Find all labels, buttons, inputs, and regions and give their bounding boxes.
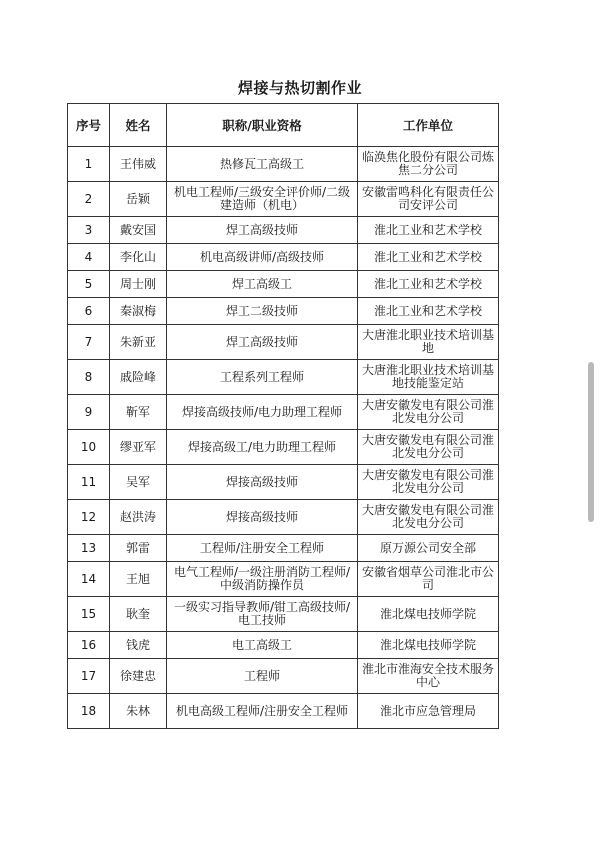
- cell-name: 王伟威: [110, 147, 167, 182]
- cell-qualification: 机电高级讲师/高级技师: [167, 244, 358, 271]
- cell-work-unit: 淮北市淮海安全技术服务中心: [358, 659, 499, 694]
- cell-serial-number: 10: [68, 430, 110, 465]
- table-row: [68, 500, 499, 535]
- table-row: [68, 430, 499, 465]
- cell-name: 秦淑梅: [110, 298, 167, 325]
- cell-name: 郭雷: [110, 535, 167, 562]
- cell-work-unit: 大唐安徽发电有限公司淮北发电分公司: [358, 395, 499, 430]
- table-row: [68, 360, 499, 395]
- cell-name: 戚险峰: [110, 360, 167, 395]
- cell-qualification: 工程师/注册安全工程师: [167, 535, 358, 562]
- cell-work-unit: 淮北市应急管理局: [358, 694, 499, 729]
- cell-qualification: 焊工二级技师: [167, 298, 358, 325]
- cell-serial-number: 6: [68, 298, 110, 325]
- table-row: [68, 694, 499, 729]
- table-row: [68, 182, 499, 217]
- table-row: [68, 244, 499, 271]
- cell-serial-number: 3: [68, 217, 110, 244]
- cell-name: 岳颖: [110, 182, 167, 217]
- cell-serial-number: 7: [68, 325, 110, 360]
- cell-serial-number: 8: [68, 360, 110, 395]
- header-qualification: 职称/职业资格: [167, 104, 358, 147]
- cell-name: 李化山: [110, 244, 167, 271]
- cell-work-unit: 淮北煤电技师学院: [358, 597, 499, 632]
- table-row: [68, 597, 499, 632]
- cell-qualification: 焊工高级工: [167, 271, 358, 298]
- header-name: 姓名: [110, 104, 167, 147]
- header-serial-number: 序号: [68, 104, 110, 147]
- cell-work-unit: 淮北工业和艺术学校: [358, 217, 499, 244]
- table-row: [68, 465, 499, 500]
- cell-serial-number: 14: [68, 562, 110, 597]
- cell-serial-number: 16: [68, 632, 110, 659]
- cell-serial-number: 17: [68, 659, 110, 694]
- cell-name: 钱虎: [110, 632, 167, 659]
- cell-work-unit: 淮北工业和艺术学校: [358, 244, 499, 271]
- cell-name: 赵洪涛: [110, 500, 167, 535]
- cell-name: 朱林: [110, 694, 167, 729]
- cell-qualification: 焊工高级技师: [167, 325, 358, 360]
- table-header-row: [68, 104, 499, 147]
- table-row: [68, 395, 499, 430]
- page-title: 焊接与热切割作业: [237, 79, 362, 97]
- table-row: [68, 298, 499, 325]
- cell-qualification: 电工高级工: [167, 632, 358, 659]
- cell-qualification: 焊工高级技师: [167, 217, 358, 244]
- scrollbar-thumb[interactable]: [588, 362, 594, 522]
- cell-serial-number: 15: [68, 597, 110, 632]
- cell-work-unit: 大唐淮北职业技术培训基地技能鉴定站: [358, 360, 499, 395]
- cell-qualification: 热修瓦工高级工: [167, 147, 358, 182]
- cell-name: 朱新亚: [110, 325, 167, 360]
- cell-work-unit: 大唐安徽发电有限公司淮北发电分公司: [358, 430, 499, 465]
- cell-qualification: 焊接高级技师: [167, 465, 358, 500]
- personnel-table: [67, 103, 499, 729]
- cell-serial-number: 2: [68, 182, 110, 217]
- cell-work-unit: 大唐安徽发电有限公司淮北发电分公司: [358, 465, 499, 500]
- table-body: [68, 147, 499, 729]
- cell-name: 王旭: [110, 562, 167, 597]
- cell-work-unit: 安徽省烟草公司淮北市公司: [358, 562, 499, 597]
- cell-work-unit: 安徽雷鸣科化有限责任公司安评公司: [358, 182, 499, 217]
- cell-serial-number: 12: [68, 500, 110, 535]
- cell-serial-number: 13: [68, 535, 110, 562]
- cell-serial-number: 9: [68, 395, 110, 430]
- cell-qualification: 工程系列工程师: [167, 360, 358, 395]
- cell-serial-number: 4: [68, 244, 110, 271]
- table-row: [68, 659, 499, 694]
- table-row: [68, 325, 499, 360]
- table-row: [68, 535, 499, 562]
- cell-qualification: 工程师: [167, 659, 358, 694]
- cell-work-unit: 临涣焦化股份有限公司炼焦二分公司: [358, 147, 499, 182]
- cell-qualification: 机电工程师/三级安全评价师/二级建造师（机电）: [167, 182, 358, 217]
- table-row: [68, 147, 499, 182]
- cell-qualification: 焊接高级技师: [167, 500, 358, 535]
- cell-name: 戴安国: [110, 217, 167, 244]
- cell-qualification: 机电高级工程师/注册安全工程师: [167, 694, 358, 729]
- cell-name: 吴军: [110, 465, 167, 500]
- cell-qualification: 焊接高级工/电力助理工程师: [167, 430, 358, 465]
- table-row: [68, 271, 499, 298]
- table-row: [68, 632, 499, 659]
- cell-work-unit: 淮北工业和艺术学校: [358, 298, 499, 325]
- table-row: [68, 217, 499, 244]
- cell-name: 周士刚: [110, 271, 167, 298]
- cell-name: 耿奎: [110, 597, 167, 632]
- table-row: [68, 562, 499, 597]
- cell-work-unit: 原万源公司安全部: [358, 535, 499, 562]
- cell-work-unit: 淮北煤电技师学院: [358, 632, 499, 659]
- cell-qualification: 焊接高级技师/电力助理工程师: [167, 395, 358, 430]
- cell-qualification: 电气工程师/一级注册消防工程师/中级消防操作员: [167, 562, 358, 597]
- cell-work-unit: 大唐安徽发电有限公司淮北发电分公司: [358, 500, 499, 535]
- cell-name: 缪亚军: [110, 430, 167, 465]
- cell-serial-number: 5: [68, 271, 110, 298]
- cell-qualification: 一级实习指导教师/钳工高级技师/电工技师: [167, 597, 358, 632]
- cell-name: 靳军: [110, 395, 167, 430]
- cell-serial-number: 11: [68, 465, 110, 500]
- cell-work-unit: 大唐淮北职业技术培训基地: [358, 325, 499, 360]
- header-work-unit: 工作单位: [358, 104, 499, 147]
- cell-serial-number: 1: [68, 147, 110, 182]
- cell-name: 徐建忠: [110, 659, 167, 694]
- cell-work-unit: 淮北工业和艺术学校: [358, 271, 499, 298]
- cell-serial-number: 18: [68, 694, 110, 729]
